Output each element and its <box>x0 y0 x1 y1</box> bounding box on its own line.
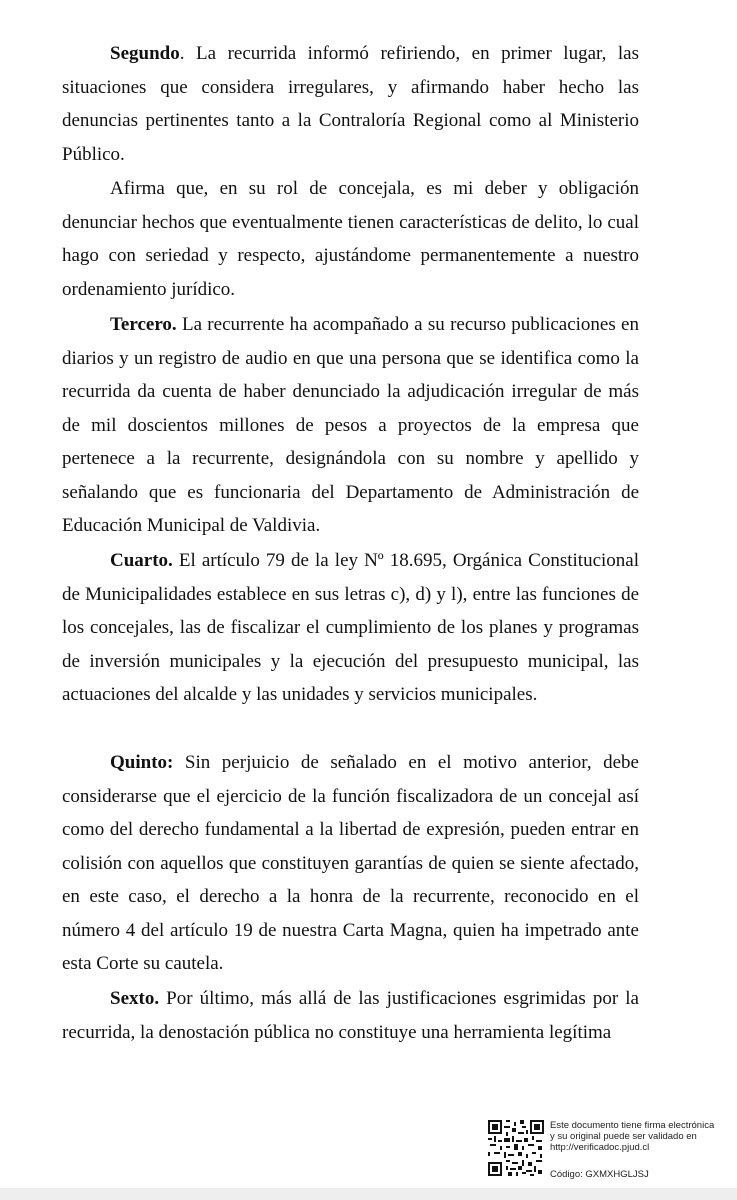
paragraph-tercero <box>62 308 639 543</box>
paragraph-lead: Segundo <box>110 43 180 64</box>
verification-line-1: Este documento tiene firma electrónica <box>550 1120 715 1131</box>
paragraph-quinto <box>62 746 639 981</box>
bottom-bar <box>0 1188 737 1200</box>
paragraph-text: . La recurrida informó refiriendo, en primer lugar, las situaciones que considera irregulares, y afirmando haber hecho las denuncias pertinentes tanto a la Contraloría Regional como al Ministerio Público. <box>62 43 639 165</box>
paragraph-text: Sin perjuicio de señalado en el motivo anterior, debe considerarse que el ejercicio de la función fiscalizadora de un concejal así como del derecho fundamental a la libertad de expresión, pueden entrar en colisión con aquellos que constituyen garantías de quien se siente afectado, en este caso, el derecho a la honra de la recurrente, reconocido en el número 4 del artículo 19 de nuestra Carta Magna, quien ha impetrado ante esta Corte su cautela. <box>62 752 639 974</box>
paragraph-sexto <box>62 982 639 1049</box>
paragraph-segundo <box>62 37 639 171</box>
verification-text <box>550 1120 737 1153</box>
paragraph-afirma <box>62 172 639 306</box>
paragraph-text: Afirma que, en su rol de concejala, es mi deber y obligación denunciar hechos que eventualmente tienen características de delito, lo cual hago con seriedad y respecto, ajustándome permanentemente a nuestro ordenamiento jurídico. <box>62 178 639 300</box>
verification-url[interactable]: http://verificadoc.pjud.cl <box>550 1142 650 1153</box>
paragraph-lead: Sexto. <box>110 988 160 1009</box>
qr-code-icon <box>488 1120 544 1176</box>
paragraph-text: Por último, más allá de las justificaciones esgrimidas por la recurrida, la denostación pública no constituye una herramienta legítima <box>62 988 639 1043</box>
paragraph-lead: Cuarto. <box>110 550 173 571</box>
paragraph-text: El artículo 79 de la ley Nº 18.695, Orgánica Constitucional de Municipalidades establece en sus letras c), d) y l), entre las funciones de los concejales, las de fiscalizar el cumplimiento de los planes y programas de inversión municipales y la ejecución del presupuesto municipal, las actuaciones del alcalde y las unidades y servicios municipales. <box>62 550 639 705</box>
paragraph-cuarto <box>62 544 639 712</box>
paragraph-lead: Quinto: <box>110 752 174 773</box>
verification-block <box>488 1120 737 1180</box>
verification-line-2: y su original puede ser validado en <box>550 1131 697 1142</box>
paragraph-text: La recurrente ha acompañado a su recurso publicaciones en diarios y un registro de audio en que una persona que se identifica como la recurrida da cuenta de haber denunciado la adjudicación irregular de más de mil doscientos millones de pesos a proyectos de la empresa que pertenece a la recurrente, designándola con su nombre y apellido y señalando que es funcionaria del Departamento de Administración de Educación Municipal de Valdivia. <box>62 314 639 536</box>
verification-code: Código: GXMXHGLJSJ <box>550 1169 649 1180</box>
paragraph-lead: Tercero. <box>110 314 177 335</box>
